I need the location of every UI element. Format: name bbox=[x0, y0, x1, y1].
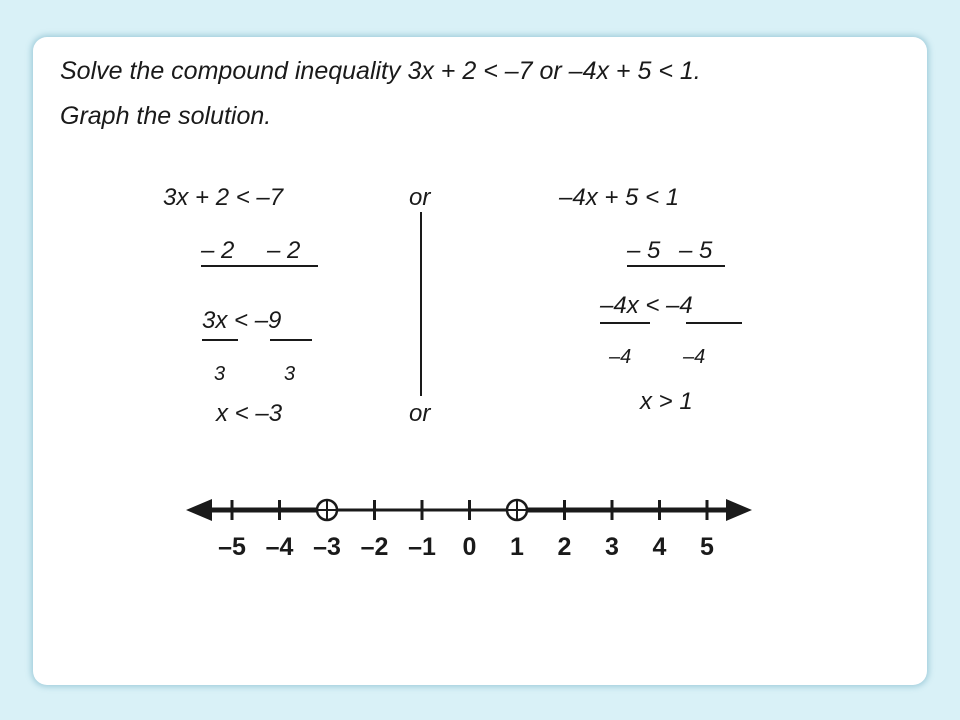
problem-statement: Solve the compound inequality 3x + 2 < –7 or –4x + 5 < 1. bbox=[60, 57, 701, 85]
left-arrowhead bbox=[186, 499, 212, 521]
tick-label: –1 bbox=[408, 533, 436, 561]
left-denominator-a: 3 bbox=[214, 363, 226, 385]
right-equation: –4x + 5 < 1 bbox=[559, 184, 680, 211]
left-subtract-left: – 2 bbox=[201, 237, 235, 264]
tick-label: 0 bbox=[462, 533, 477, 561]
right-result: x > 1 bbox=[640, 388, 693, 415]
tick-label: –5 bbox=[218, 533, 246, 561]
left-result: x < –3 bbox=[216, 400, 283, 427]
right-subtract-right: – 5 bbox=[679, 237, 713, 264]
right-simplified: –4x < –4 bbox=[600, 292, 693, 319]
tick-label: –4 bbox=[265, 533, 294, 561]
right-denominator-b: –4 bbox=[683, 346, 706, 368]
left-simplified: 3x < –9 bbox=[202, 307, 282, 334]
right-subtract-left: – 5 bbox=[627, 237, 661, 264]
tick-label: 4 bbox=[652, 533, 667, 561]
left-subtract-right: – 2 bbox=[267, 237, 301, 264]
right-denominator-a: –4 bbox=[609, 346, 632, 368]
left-equation: 3x + 2 < –7 bbox=[163, 184, 284, 211]
tick-label: 3 bbox=[605, 533, 619, 561]
tick-label: –2 bbox=[360, 533, 389, 561]
tick-label: 1 bbox=[510, 533, 524, 561]
tick-label: 2 bbox=[557, 533, 572, 561]
tick-label: –3 bbox=[313, 533, 341, 561]
or-connector-bottom: or bbox=[409, 400, 431, 427]
right-arrowhead bbox=[726, 499, 752, 521]
tick-label: 5 bbox=[700, 533, 714, 561]
left-denominator-b: 3 bbox=[284, 363, 296, 385]
problem-instruction: Graph the solution. bbox=[60, 102, 272, 130]
or-connector-top: or bbox=[409, 184, 431, 211]
